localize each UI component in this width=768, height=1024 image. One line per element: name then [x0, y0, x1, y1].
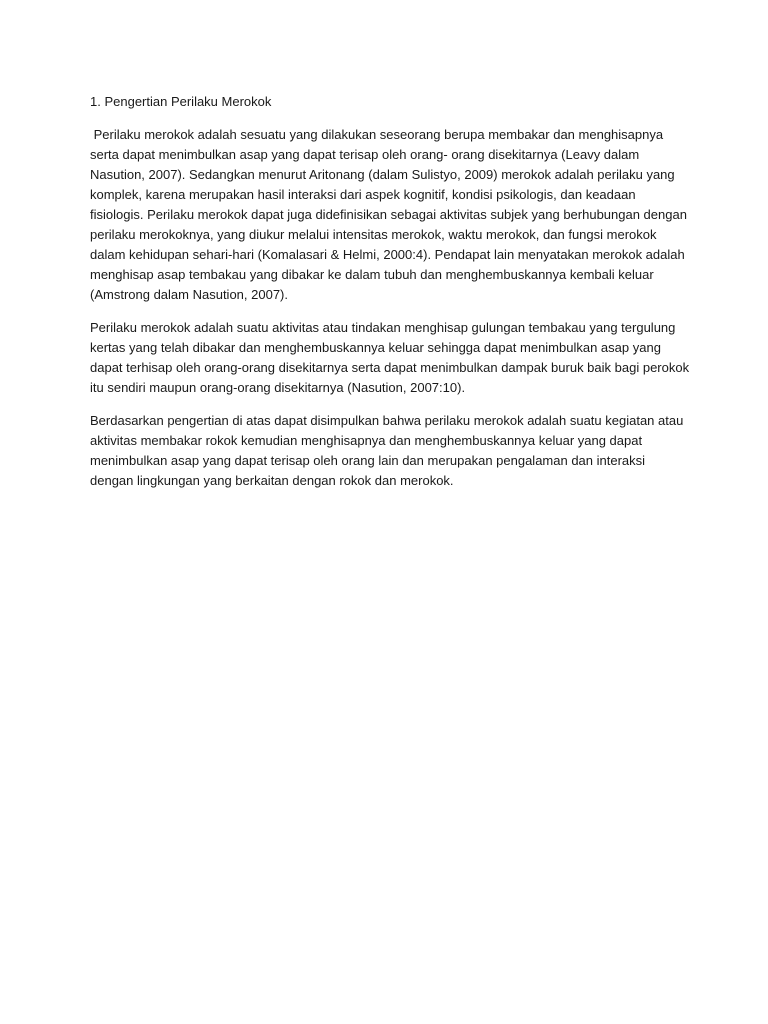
document-body	[90, 92, 693, 504]
paragraph-1: Perilaku merokok adalah sesuatu yang dilakukan seseorang berupa membakar dan menghisapnya serta dapat menimbulkan asap yang dapat terisap oleh orang- orang disekitarnya (Leavy dalam Nasution, 2007). Sedangkan menurut Aritonang (dalam Sulistyo, 2009) merokok adalah perilaku yang komplek, karena merupakan hasil interaksi dari aspek kognitif, kondisi psikologis, dan keadaan fisiologis. Perilaku merokok dapat juga didefinisikan sebagai aktivitas subjek yang berhubungan dengan perilaku merokoknya, yang diukur melalui intensitas merokok, waktu merokok, dan fungsi merokok dalam kehidupan sehari-hari (Komalasari & Helmi, 2000:4). Pendapat lain menyatakan merokok adalah menghisap asap tembakau yang dibakar ke dalam tubuh dan menghembuskannya kembali keluar (Amstrong dalam Nasution, 2007).	[90, 127, 691, 302]
paragraph-3: Berdasarkan pengertian di atas dapat disimpulkan bahwa perilaku merokok adalah suatu kegiatan atau aktivitas membakar rokok kemudian menghisapnya dan menghembuskannya keluar yang dapat menimbulkan asap yang dapat terisap oleh orang lain dan merupakan pengalaman dan interaksi dengan lingkungan yang berkaitan dengan rokok dan merokok.	[90, 413, 687, 488]
section-heading: 1. Pengertian Perilaku Merokok	[90, 94, 272, 109]
paragraph-2: Perilaku merokok adalah suatu aktivitas atau tindakan menghisap gulungan tembakau yang tergulung kertas yang telah dibakar dan menghembuskannya keluar sehingga dapat menimbulkan asap yang dapat terhisap oleh orang-orang disekitarnya serta dapat menimbulkan dampak buruk baik bagi perokok itu sendiri maupun orang-orang disekitarnya (Nasution, 2007:10).	[90, 320, 693, 395]
